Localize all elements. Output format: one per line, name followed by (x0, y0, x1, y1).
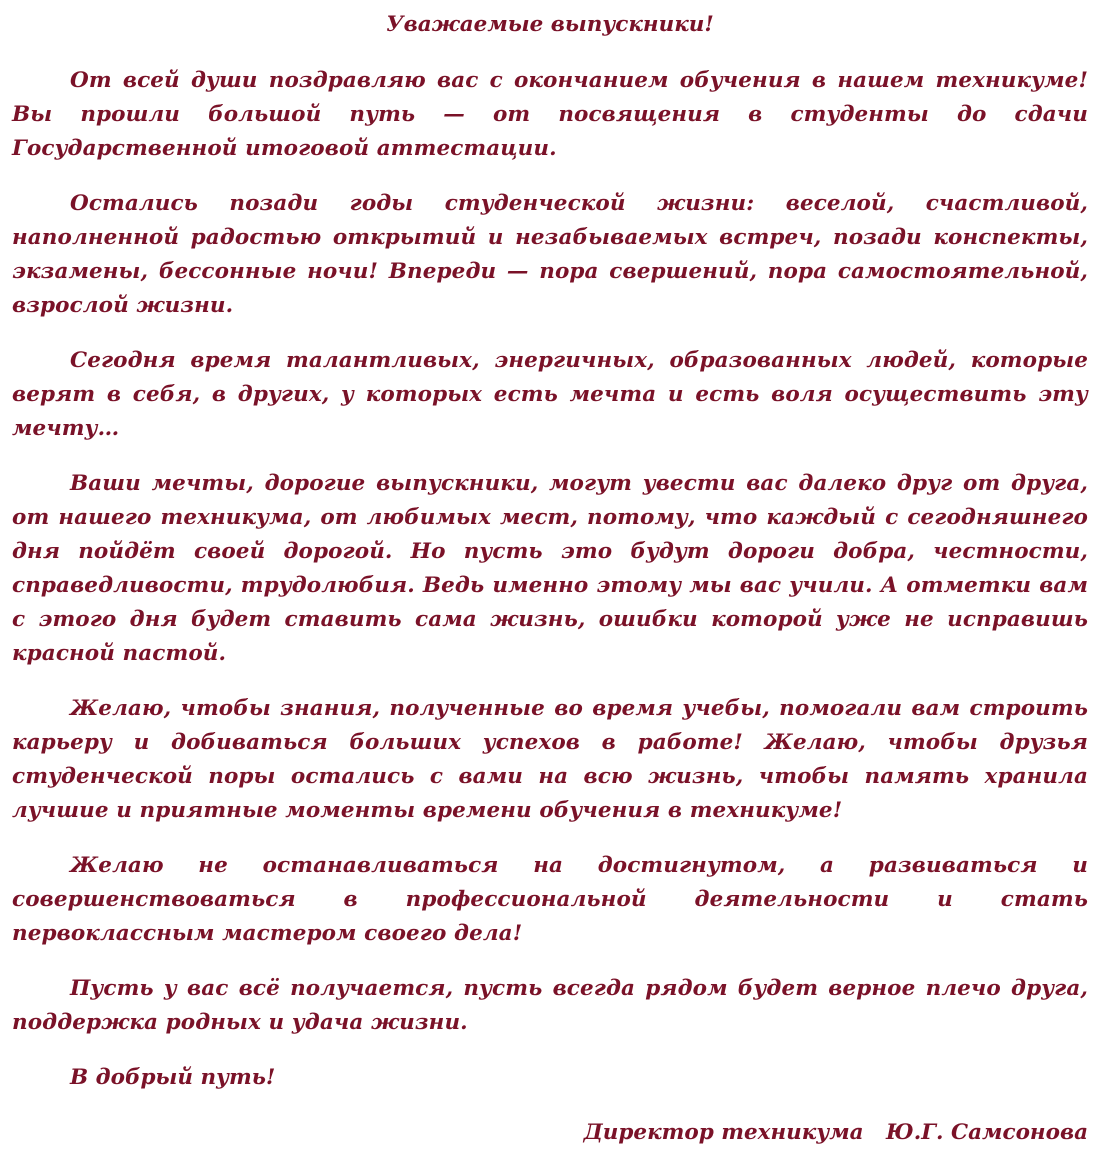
paragraph-5: Желаю, чтобы знания, полученные во время учебы, помогали вам строить карьеру и добиваться больших успехов в работе! Желаю, чтобы друзья студенческой поры остались с вами на всю жизнь, чтобы память хранила лучшие и приятные моменты времени обучения в техникуме! (12, 696, 1088, 823)
paragraph-3: Сегодня время талантливых, энергичных, образованных людей, которые верят в себя, в других, у которых есть мечта и есть воля осуществить эту мечту… (12, 348, 1088, 441)
signature-name: Ю.Г. Самсонова (886, 1120, 1088, 1145)
signature (12, 1116, 1088, 1150)
closing-line: В добрый путь! (70, 1065, 276, 1090)
paragraph-2: Остались позади годы студенческой жизни: веселой, счастливой, наполненной радостью открытий и незабываемых встреч, позади конспекты, экзамены, бессонные ночи! Впереди — пора свершений, пора самостоятельной, взрослой жизни. (12, 191, 1088, 318)
paragraph-6: Желаю не останавливаться на достигнутом, а развиваться и совершенствоваться в профессиональной деятельности и стать первоклассным мастером своего дела! (12, 853, 1088, 946)
signature-role: Директор техникума (583, 1120, 864, 1145)
paragraph-1: От всей души поздравляю вас с окончанием обучения в нашем техникуме! Вы прошли большой путь — от посвящения в студенты до сдачи Государственной итоговой аттестации. (12, 68, 1088, 161)
congratulation-letter (12, 8, 1088, 1150)
letter-title: Уважаемые выпускники! (386, 12, 714, 37)
paragraph-7: Пусть у вас всё получается, пусть всегда рядом будет верное плечо друга, поддержка родных и удача жизни. (12, 976, 1088, 1035)
paragraph-4: Ваши мечты, дорогие выпускники, могут увести вас далеко друг от друга, от нашего техникума, от любимых мест, потому, что каждый с сегодняшнего дня пойдёт своей дорогой. Но пусть это будут дороги добра, честности, справедливости, трудолюбия. Ведь именно этому мы вас учили. А отметки вам с этого дня будет ставить сама жизнь, ошибки которой уже не исправишь красной пастой. (12, 471, 1088, 666)
